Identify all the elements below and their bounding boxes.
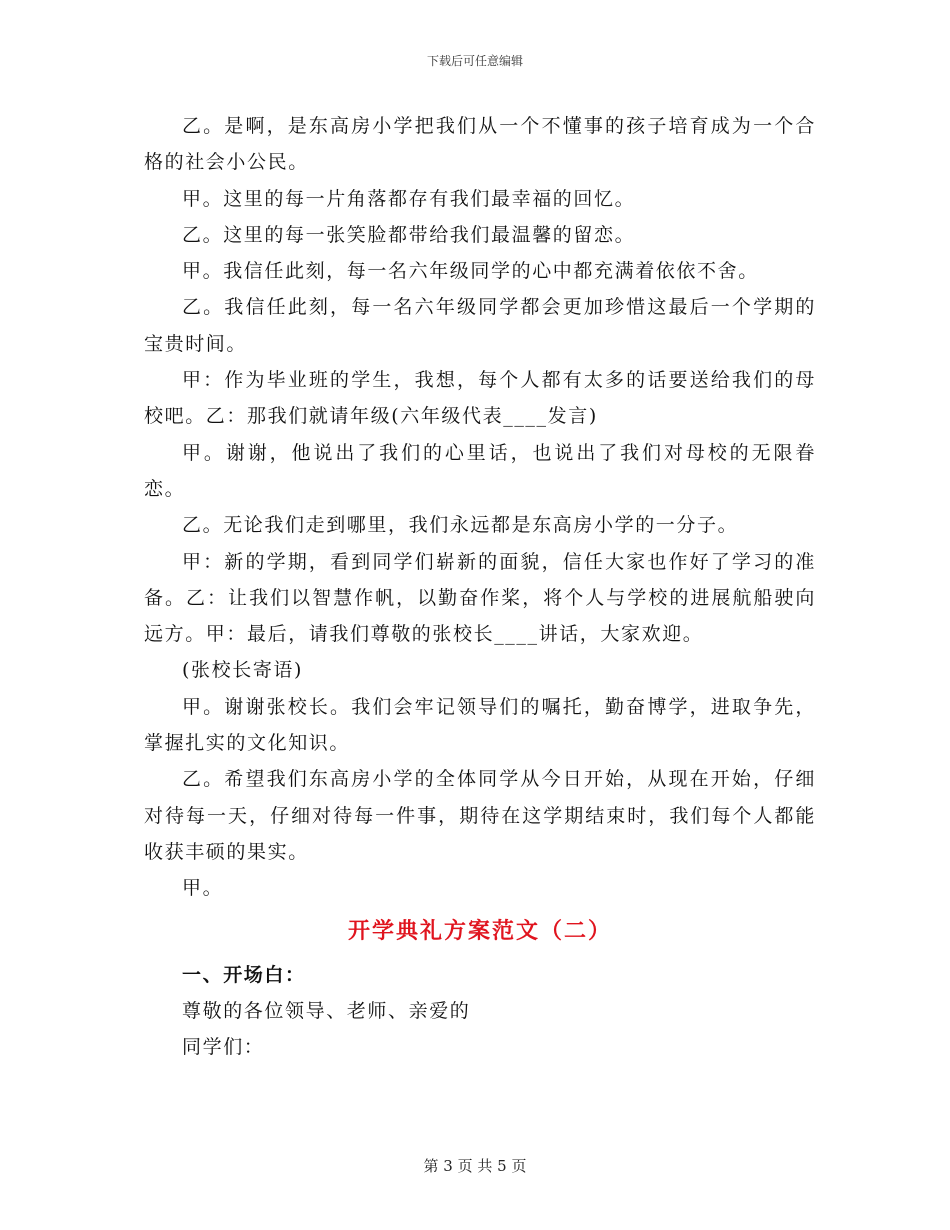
- dialogue-paragraph: 甲：新的学期，看到同学们崭新的面貌，信任大家也作好了学习的准备。乙：让我们以智慧作帆，以勤奋作桨，将个人与学校的进展航船驶向远方。甲：最后，请我们尊敬的张校长____讲话，大家欢迎。: [144, 550, 816, 646]
- dialogue-paragraph: 甲：作为毕业班的学生，我想，每个人都有太多的话要送给我们的母校吧。乙：那我们就请年级(六年级代表____发言): [144, 369, 816, 428]
- section-subheading: 一、开场白：: [182, 963, 306, 986]
- dialogue-paragraph: 乙。是啊，是东高房小学把我们从一个不懂事的孩子培育成为一个合格的社会小公民。: [144, 115, 816, 174]
- stage-direction: (张校长寄语): [182, 659, 304, 682]
- dialogue-paragraph: 乙。无论我们走到哪里，我们永远都是东高房小学的一分子。: [182, 514, 739, 537]
- dialogue-paragraph: 乙。这里的每一张笑脸都带给我们最温馨的留恋。: [182, 223, 636, 246]
- dialogue-paragraph: 甲。: [182, 877, 224, 900]
- dialogue-paragraph: 乙。我信任此刻，每一名六年级同学都会更加珍惜这最后一个学期的宝贵时间。: [144, 296, 816, 355]
- page-header: 下载后可任意编辑: [426, 54, 523, 68]
- dialogue-paragraph: 甲。谢谢，他说出了我们的心里话，也说出了我们对母校的无限眷恋。: [144, 441, 816, 500]
- dialogue-paragraph: 甲。谢谢张校长。我们会牢记领导们的嘱托，勤奋博学，进取争先，掌握扎实的文化知识。: [144, 695, 816, 755]
- page-number: 第 3 页 共 5 页: [423, 1157, 527, 1175]
- dialogue-paragraph: 甲。我信任此刻，每一名六年级同学的心中都充满着依依不舍。: [182, 260, 759, 283]
- body-line: 尊敬的各位领导、老师、亲爱的: [182, 999, 471, 1022]
- body-line: 同学们：: [182, 1036, 265, 1059]
- dialogue-paragraph: 乙。希望我们东高房小学的全体同学从今日开始，从现在开始，仔细对待每一天，仔细对待每一件事，期待在这学期结束时，我们每个人都能收获丰硕的果实。: [144, 768, 816, 863]
- section-title: 开学典礼方案范文（二）: [347, 917, 612, 944]
- document-body: [144, 108, 816, 1065]
- dialogue-paragraph: 甲。这里的每一片角落都存有我们最幸福的回忆。: [182, 187, 636, 210]
